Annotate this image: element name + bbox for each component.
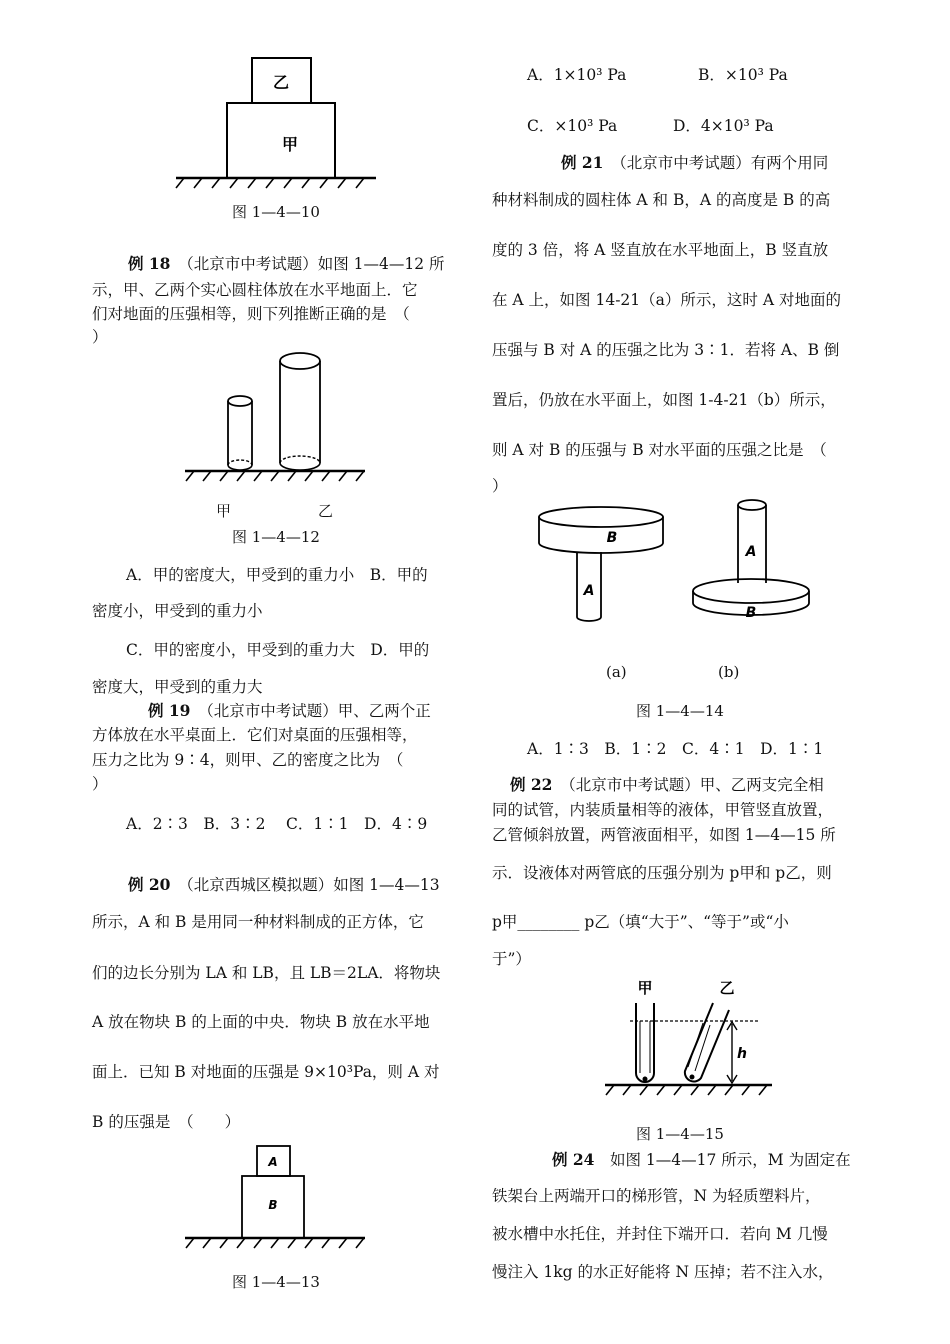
ex22-number: 例 22 [510,775,553,794]
caption-1-4-12: 图 1—4—12 [232,528,320,546]
ex20-option-b: B．×10³ Pa [698,66,788,84]
ex18-option-line1: A．甲的密度大，甲受到的重力小 B．甲的 [126,566,428,584]
ex20-option-c: C．×10³ Pa [527,117,618,135]
ex22-line3: 乙管倾斜放置，两管液面相平，如图 1—4—15 所 [492,826,836,844]
ex22-line5: p甲________ p乙（填“大于”、“等于”或“小 [492,913,789,931]
ex21-line6: 置后，仍放在水平面上，如图 1-4-21（b）所示， [492,391,836,409]
fig15-label-jia: 甲 [637,979,653,997]
figure-1-4-14 [530,495,830,635]
ex20-line1: （北京西城区模拟题）如图 1—4—13 [185,876,440,894]
ex22-line6: 于”） [492,950,531,968]
fig14b-label-a: A [745,544,757,560]
ex21-options: A．1∶3 B．1∶2 C．4∶1 D．1∶1 [527,740,824,758]
caption-1-4-14: 图 1—4—14 [636,702,724,720]
fig12-label-yi: 乙 [318,502,334,520]
ex19-options: A．2∶3 B．3∶2 C．1∶1 D．4∶9 [126,815,428,833]
ex18-line1: （北京市中考试题）如图 1—4—12 所 [185,255,445,273]
ex19-line3: 压力之比为 9∶4，则甲、乙的密度之比为 （ [92,751,404,769]
ex24-number: 例 24 [552,1150,595,1169]
ex22-line4: 示．设液体对两管底的压强分别为 p甲和 p乙，则 [492,864,832,882]
ex20-line4: A 放在物块 B 的上面的中央．物块 B 放在水平地 [92,1013,430,1031]
ex18-line3: 们对地面的压强相等，则下列推断正确的是 （ [92,305,410,323]
ex21-line4: 在 A 上，如图 14-21（a）所示，这时 A 对地面的 [492,291,841,309]
ex20-line2: 所示，A 和 B 是用同一种材料制成的正方体，它 [92,913,424,931]
fig14-sub-a: (a) [606,663,627,681]
ex19-line2: 方体放在水平桌面上．它们对桌面的压强相等， [92,726,418,744]
ex18-option-line4: 密度大，甲受到的重力大 [92,678,263,696]
ex22-line1: （北京市中考试题）甲、乙两支完全相 [567,776,824,794]
fig15-label-yi: 乙 [719,979,735,997]
fig10-bottom-label: 甲 [281,135,299,154]
ex20-option-d: D．4×10³ Pa [673,117,774,135]
fig14b-label-b: B [745,605,757,621]
ex22-line2: 同的试管，内装质量相等的液体，甲管竖直放置， [492,801,834,819]
fig15-label-h: h [737,1046,747,1062]
ex22-heading [510,775,824,795]
ex21-line3: 度的 3 倍，将 A 竖直放在水平地面上，B 竖直放 [492,241,829,259]
ex21-line2: 种材料制成的圆柱体 A 和 B，A 的高度是 B 的高 [492,191,831,209]
caption-1-4-10: 图 1—4—10 [232,203,320,221]
fig14-sub-b: (b) [718,663,740,681]
ex18-option-line3: C．甲的密度小，甲受到的重力大 D．甲的 [126,641,430,659]
ex24-line3: 被水槽中水托住，并封住下端开口．若向 M 几慢 [492,1225,828,1243]
ex21-number: 例 21 [561,153,604,172]
ex21-line1: （北京市中考试题）有两个用同 [618,154,829,172]
ex20-heading [128,875,440,895]
ex18-option-line2: 密度小，甲受到的重力小 [92,602,263,620]
figure-1-4-13 [180,1140,370,1255]
ex20-line5: 面上．已知 B 对地面的压强是 9×10³Pa，则 A 对 [92,1063,440,1081]
ex20-option-a: A．1×10³ Pa [527,66,627,84]
ex19-line1: （北京市中考试题）甲、乙两个正 [205,702,431,720]
ex24-line4: 慢注入 1kg 的水正好能将 N 压掉；若不注入水， [492,1263,834,1281]
fig10-top-label: 乙 [272,73,290,92]
caption-1-4-15: 图 1—4—15 [636,1125,724,1143]
ex20-number: 例 20 [128,875,171,894]
fig14a-label-a: A [583,583,595,599]
ex24-line2: 铁架台上两端开口的梯形管，N 为轻质塑料片， [492,1187,821,1205]
figure-1-4-15 [600,975,780,1100]
ex21-line5: 压强与 B 对 A 的压强之比为 3∶1．若将 A、B 倒 [492,341,840,359]
caption-1-4-13: 图 1—4—13 [232,1273,320,1291]
ex18-number: 例 18 [128,254,171,273]
fig12-label-jia: 甲 [216,502,232,520]
ex21-heading [561,153,828,173]
ex20-line3: 们的边长分别为 LA 和 LB，且 LB＝2LA．将物块 [92,964,441,982]
ex21-line8: ） [492,477,508,495]
ex21-line7: 则 A 对 B 的压强与 B 对水平面的压强之比是 （ [492,441,827,459]
fig13-top-label: A [268,1155,278,1169]
ex24-heading [552,1150,851,1170]
ex24-line1: 如图 1—4—17 所示，M 为固定在 [609,1151,851,1169]
fig13-bottom-label: B [268,1198,278,1212]
ex19-number: 例 19 [148,701,191,720]
ex19-line4: ） [92,775,108,793]
ex18-line4: ） [92,328,108,346]
figure-1-4-12 [180,345,370,490]
ex20-line6: B 的压强是 （ ） [92,1113,241,1131]
ex18-line2: 示，甲、乙两个实心圆柱体放在水平地面上．它 [92,281,418,299]
ex19-heading [148,701,431,721]
figure-1-4-10 [168,55,383,190]
fig14a-label-b: B [606,530,618,546]
ex18-heading [128,254,445,274]
